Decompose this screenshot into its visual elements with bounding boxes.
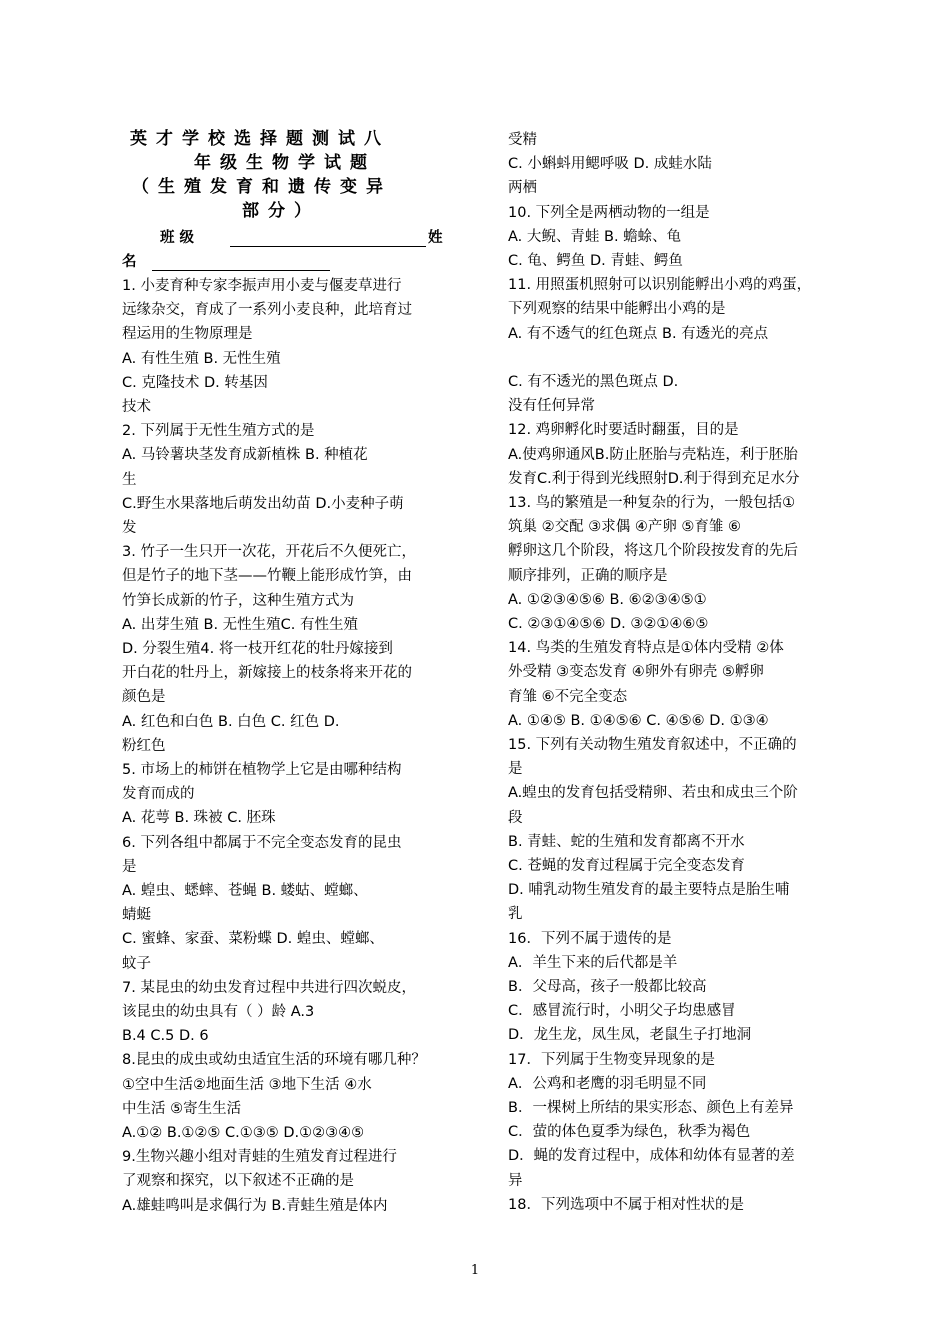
question-text-line: A.雄蛙鸣叫是求偶行为 B.青蛙生殖是体内 — [122, 1197, 388, 1214]
question-text-line: 8.昆虫的成虫或幼虫适宜生活的环境有哪几种？ — [122, 1052, 426, 1069]
question-text-line: D. 哺乳动物生殖发育的最主要特点是胎生哺 — [508, 882, 790, 899]
question-text-line: 是 — [508, 761, 523, 778]
question-text-line: 竹笋长成新的竹子，这种生殖方式为 — [122, 592, 354, 609]
question-text-line: B．父母高，孩子一般都比较高 — [508, 979, 707, 995]
question-text-line: 开白花的牡丹上，新嫁接上的枝条将来开花的 — [122, 665, 412, 682]
question-text-line: A. ①④⑤ B. ①④⑤⑥ C. ④⑤⑥ D. ①③④ — [508, 712, 769, 729]
question-text-line: ①空中生活②地面生活 ③地下生活 ④水 — [122, 1076, 372, 1093]
question-text-line: 发 — [122, 520, 137, 536]
question-text-line: 发育C.利于得到光线照射D.利于得到充足水分 — [508, 470, 800, 487]
question-text-line: 11. 用照蛋机照射可以识别能孵出小鸡的鸡蛋， — [508, 277, 812, 294]
question-text-line: A．公鸡和老鹰的羽毛明显不同 — [508, 1075, 707, 1092]
question-text-line: A. 有不透气的红色斑点 B. 有透光的亮点 — [508, 325, 769, 342]
name-label-1: 姓 — [428, 230, 443, 246]
question-text-line: D．蝇的发育过程中，成体和幼体有显著的差 — [508, 1148, 795, 1165]
question-text-line: 下列观察的结果中能孵出小鸡的是 — [508, 301, 726, 318]
question-text-line: 异 — [508, 1172, 523, 1189]
question-text-line: 生 — [122, 471, 137, 488]
question-text-line: B.4 C.5 D. 6 — [122, 1028, 209, 1045]
question-text-line: 受精 — [508, 132, 537, 148]
question-text-line: A. ①②③④⑤⑥ B. ⑥②③④⑤① — [508, 591, 707, 608]
page-number: 1 — [470, 1263, 480, 1278]
question-text-line: 14. 鸟类的生殖发育特点是①体内受精 ②体 — [508, 640, 784, 657]
question-text-line: 蚊子 — [122, 955, 151, 972]
question-text-line: C. 克隆技术 D. 转基因 — [122, 374, 268, 391]
question-text-line: 粉红色 — [122, 737, 166, 754]
question-text-line: A. 出芽生殖 B. 无性生殖C. 有性生殖 — [122, 616, 358, 633]
question-text-line: C. ②③①④⑤⑥ D. ③②①④⑥⑤ — [508, 616, 709, 632]
question-text-line: C．感冒流行时，小明父子均患感冒 — [508, 1003, 736, 1020]
title-line-1: 英才学校选择题测试八 — [130, 129, 390, 149]
question-text-line: 远缘杂交，育成了一系列小麦良种，此培育过 — [122, 302, 412, 319]
question-text-line: 5. 市场上的柿饼在植物学上它是由哪种结构 — [122, 762, 402, 778]
question-text-line: 发育而成的 — [122, 786, 195, 803]
question-text-line: 17．下列属于生物变异现象的是 — [508, 1051, 715, 1068]
question-text-line: 10. 下列全是两栖动物的一组是 — [508, 204, 710, 221]
question-text-line: 乳 — [508, 906, 523, 923]
question-text-line: D. 分裂生殖4. 将一枝开红花的牡丹嫁接到 — [122, 641, 393, 657]
class-field[interactable] — [230, 229, 426, 247]
question-text-line: 13. 鸟的繁殖是一种复杂的行为，一般包括① — [508, 495, 796, 511]
question-text-line: 顺序排列，正确的顺序是 — [508, 567, 668, 584]
question-text-line: 程运用的生物原理是 — [122, 326, 253, 343]
question-text-line: 两栖 — [508, 180, 537, 197]
question-text-line: 是 — [122, 858, 137, 875]
question-text-line: 颜色是 — [122, 689, 166, 706]
question-text-line: 育雏 ⑥不完全变态 — [508, 688, 628, 705]
question-text-line: C.野生水果落地后萌发出幼苗 D.小麦种子萌 — [122, 495, 404, 512]
question-text-line: B. 青蛙、蛇的生殖和发育都离不开水 — [508, 833, 745, 850]
question-text-line: 没有任何异常 — [508, 398, 595, 415]
question-text-line: A. 马铃薯块茎发育成新植株 B. 种植花 — [122, 447, 368, 464]
question-text-line: 孵卵这几个阶段，将这几个阶段按发育的先后 — [508, 543, 798, 560]
question-text-line: 了观察和探究，以下叙述不正确的是 — [122, 1173, 354, 1190]
question-text-line: B．一棵树上所结的果实形态、颜色上有差异 — [508, 1100, 794, 1116]
title-line-3: （生殖发育和遗传变异 — [132, 177, 392, 197]
question-text-line: C．萤的体色夏季为绿色，秋季为褐色 — [508, 1124, 751, 1141]
question-text-line: 段 — [508, 809, 523, 826]
question-text-line: C. 蜜蜂、家蚕、菜粉蝶 D. 蝗虫、螳螂、 — [122, 931, 384, 948]
question-text-line: A.蝗虫的发育包括受精卵、若虫和成虫三个阶 — [508, 785, 798, 802]
title-line-4: 部分） — [242, 201, 320, 221]
question-text-line: C. 小蝌蚪用鳃呼吸 D. 成蛙水陆 — [508, 156, 712, 173]
question-text-line: C. 龟、鳄鱼 D. 青蛙、鳄鱼 — [508, 253, 683, 269]
name-label-2: 名 — [122, 254, 137, 270]
question-text-line: 1. 小麦育种专家李振声用小麦与偃麦草进行 — [122, 278, 402, 294]
question-text-line: 但是竹子的地下茎——竹鞭上能形成竹笋，由 — [122, 568, 412, 585]
question-text-line: 9.生物兴趣小组对青蛙的生殖发育过程进行 — [122, 1149, 397, 1166]
question-text-line: A. 蝗虫、蟋蟀、苍蝇 B. 蝼蛄、螳螂、 — [122, 883, 368, 899]
question-text-line: 6. 下列各组中都属于不完全变态发育的昆虫 — [122, 834, 402, 851]
question-text-line: 12. 鸡卵孵化时要适时翻蛋，目的是 — [508, 422, 739, 439]
question-text-line: 15. 下列有关动物生殖发育叙述中，不正确的 — [508, 737, 797, 753]
question-text-line: A．羊生下来的后代都是羊 — [508, 954, 678, 971]
question-text-line: 16．下列不属于遗传的是 — [508, 930, 672, 947]
question-text-line: C. 有不透光的黑色斑点 D. — [508, 374, 679, 390]
question-text-line: 该昆虫的幼虫具有（ ）龄 A.3 — [122, 1004, 315, 1020]
question-text-line: A.使鸡卵通风B.防止胚胎与壳粘连，利于胚胎 — [508, 446, 798, 463]
question-text-line: 7. 某昆虫的幼虫发育过程中共进行四次蜕皮， — [122, 979, 416, 996]
question-text-line: A. 大鲵、青蛙 B. 蟾蜍、龟 — [508, 228, 682, 245]
question-text-line: A. 花萼 B. 珠被 C. 胚珠 — [122, 810, 276, 827]
question-text-line: 2. 下列属于无性生殖方式的是 — [122, 423, 315, 440]
class-label: 班 级 — [160, 230, 195, 246]
question-text-line: 18．下列选项中不属于相对性状的是 — [508, 1196, 744, 1213]
question-text-line: 技术 — [122, 399, 151, 415]
question-text-line: A.①② B.①②⑤ C.①③⑤ D.①②③④⑤ — [122, 1125, 365, 1141]
question-text-line: 3. 竹子一生只开一次花，开花后不久便死亡， — [122, 544, 416, 561]
question-text-line: C. 苍蝇的发育过程属于完全变态发育 — [508, 858, 745, 874]
question-text-line: 外受精 ③变态发育 ④卵外有卵壳 ⑤孵卵 — [508, 664, 764, 681]
question-text-line: D．龙生龙，凤生凤，老鼠生子打地洞 — [508, 1027, 752, 1044]
name-field[interactable] — [152, 253, 330, 271]
question-text-line: 蜻蜓 — [122, 907, 151, 924]
question-text-line: A. 红色和白色 B. 白色 C. 红色 D. — [122, 713, 340, 730]
question-text-line: 中生活 ⑤寄生生活 — [122, 1100, 242, 1117]
title-line-2: 年级生物学试题 — [194, 153, 376, 173]
question-text-line: A. 有性生殖 B. 无性生殖 — [122, 350, 281, 367]
question-text-line: 筑巢 ②交配 ③求偶 ④产卵 ⑤育雏 ⑥ — [508, 519, 742, 536]
